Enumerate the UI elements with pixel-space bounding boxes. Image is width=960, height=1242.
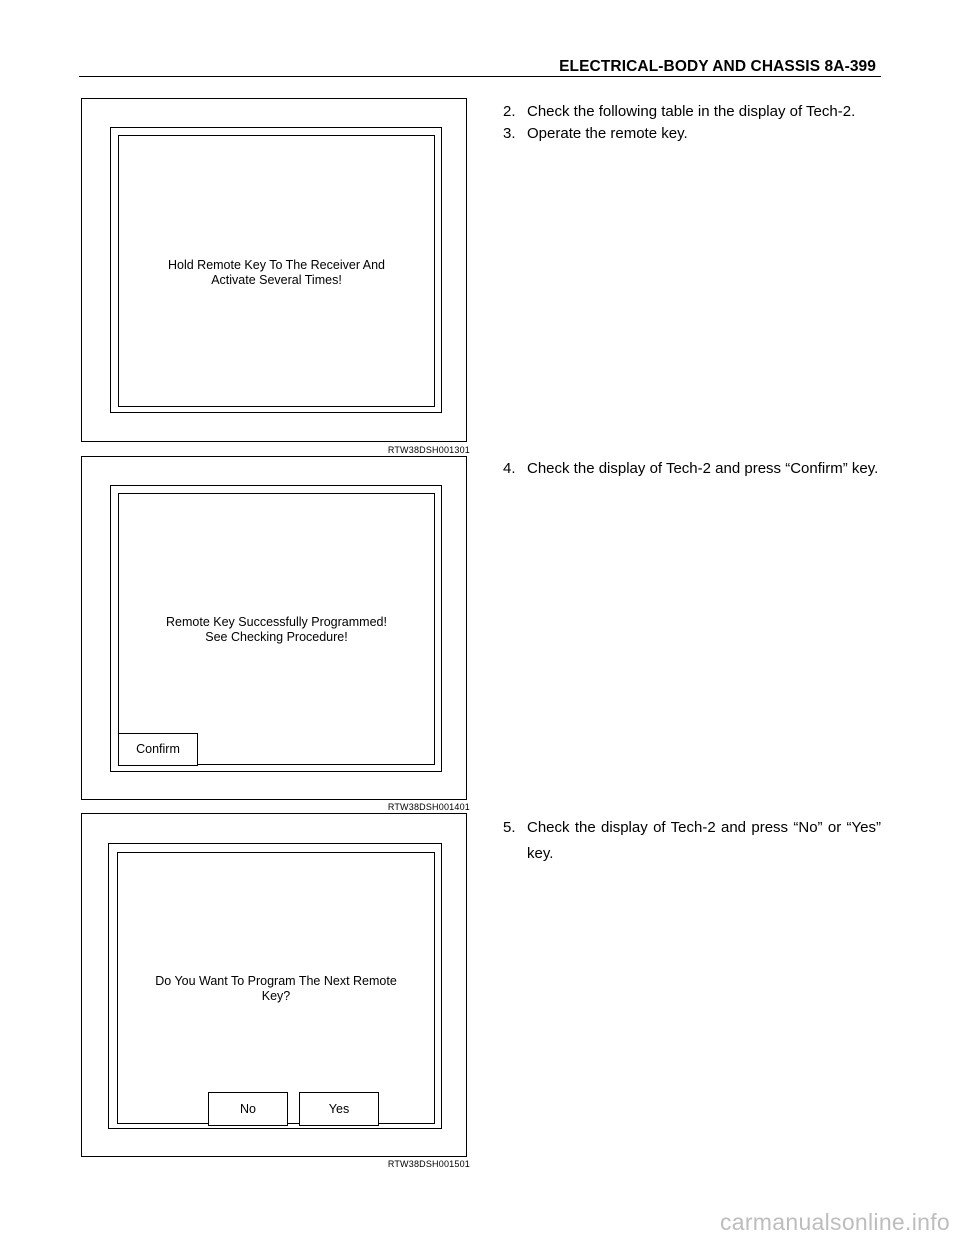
figure-code: RTW38DSH001301	[387, 445, 470, 455]
step-number: 5.	[503, 819, 516, 836]
screen-message	[119, 615, 434, 645]
yes-key[interactable]: Yes	[299, 1092, 379, 1126]
figure-code: RTW38DSH001401	[387, 802, 470, 812]
figure-tech2-next-remote	[81, 813, 467, 1157]
step-number: 4.	[503, 460, 516, 477]
screen-message-line: Key?	[261, 989, 291, 1003]
step-text: Check the display of Tech-2 and press “Confirm” key.	[527, 460, 879, 477]
screen-message-line: See Checking Procedure!	[205, 630, 348, 644]
step-text: Check the following table in the display of Tech-2.	[527, 103, 856, 120]
tech2-screen	[117, 852, 435, 1124]
screen-message-line: Activate Several Times!	[211, 273, 342, 287]
step-number: 3.	[503, 125, 516, 142]
page-header-title: ELECTRICAL-BODY AND CHASSIS 8A-399	[559, 58, 876, 75]
step-text: Check the display of Tech-2 and press “No” or “Yes” key.	[527, 819, 881, 862]
figure-tech2-programmed	[81, 456, 467, 800]
step-5	[503, 815, 881, 867]
step-text: Operate the remote key.	[527, 125, 688, 142]
confirm-key[interactable]: Confirm	[118, 733, 198, 766]
screen-message-line: Remote Key Successfully Programmed!	[166, 615, 387, 629]
step-3	[503, 121, 881, 147]
tech2-screen-frame	[108, 843, 442, 1129]
screen-message-line: Do You Want To Program The Next Remote	[155, 974, 397, 988]
tech2-screen	[118, 135, 435, 407]
tech2-screen-frame	[110, 127, 442, 413]
screen-message	[118, 974, 434, 1004]
figure-tech2-hold-remote-key	[81, 98, 467, 442]
step-number: 2.	[503, 103, 516, 120]
screen-message	[119, 258, 434, 288]
watermark: carmanualsonline.info	[719, 1209, 950, 1235]
screen-message-line: Hold Remote Key To The Receiver And	[167, 258, 386, 272]
header-rule	[79, 76, 881, 77]
step-4	[503, 456, 881, 482]
tech2-screen	[118, 493, 435, 765]
figure-code: RTW38DSH001501	[387, 1159, 470, 1169]
tech2-screen-frame	[110, 485, 442, 772]
no-key[interactable]: No	[208, 1092, 288, 1126]
